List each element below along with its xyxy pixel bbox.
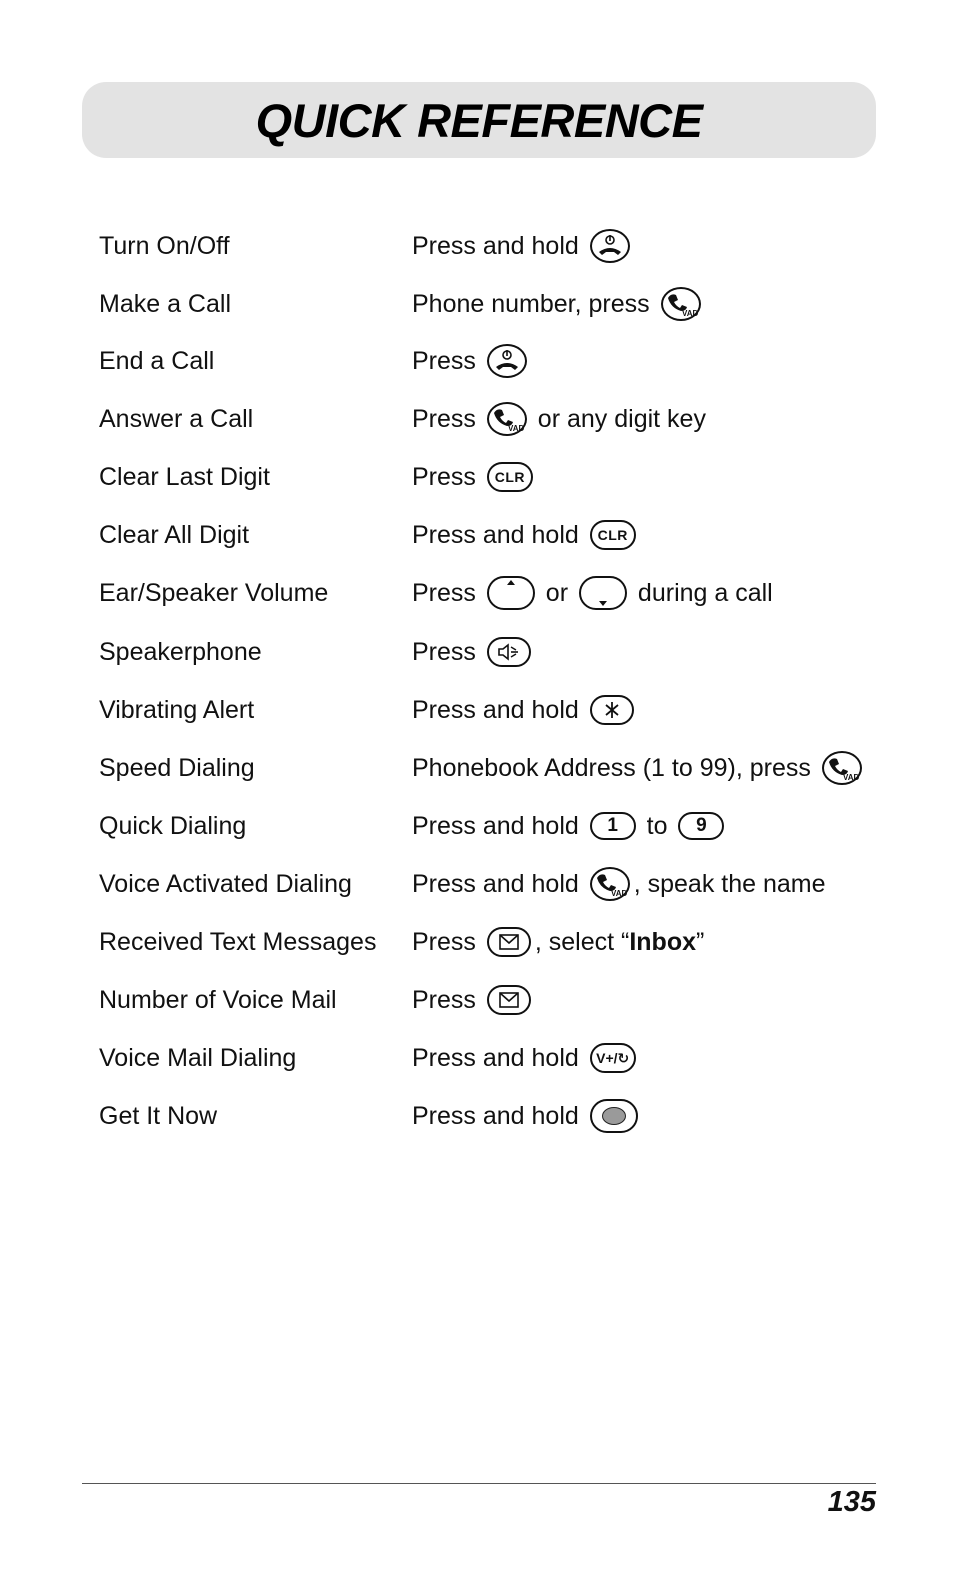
instruction-text: , speak the name	[633, 869, 826, 898]
instruction	[412, 812, 728, 841]
reference-row	[99, 748, 879, 788]
get-it-now-key-icon	[590, 1099, 638, 1133]
digit-9-key-icon: 9	[678, 812, 724, 840]
instruction-text: Press and hold	[412, 1043, 586, 1072]
function-label: Make a Call	[99, 289, 231, 318]
star-key-icon	[590, 695, 634, 725]
reference-row	[99, 515, 879, 555]
send-vad-key-icon	[590, 867, 630, 901]
instruction-text: Press	[412, 927, 483, 956]
nav-up-key-icon	[487, 576, 535, 610]
send-vad-key-icon	[487, 402, 527, 436]
reference-row	[99, 922, 879, 962]
function-label: Get It Now	[99, 1101, 218, 1130]
instruction-text: Press	[412, 637, 483, 666]
inbox-label: Inbox	[629, 927, 697, 956]
instruction-text: Phonebook Address (1 to 99), press	[412, 753, 818, 782]
message-key-icon	[487, 927, 531, 957]
instruction-text: during a call	[630, 578, 773, 607]
reference-row	[99, 980, 879, 1020]
title-bar	[82, 82, 876, 158]
reference-row	[99, 632, 879, 672]
reference-row	[99, 226, 879, 266]
function-label: Received Text Messages	[99, 927, 377, 956]
instruction-text: ”	[696, 927, 705, 956]
reference-row	[99, 341, 879, 381]
reference-row	[99, 806, 879, 846]
reference-row	[99, 1096, 879, 1136]
instruction	[412, 344, 531, 378]
instruction-text: Press and hold	[412, 811, 586, 840]
function-label: Voice Mail Dialing	[99, 1043, 297, 1072]
instruction-text: Press and hold	[412, 869, 586, 898]
instruction-text: to	[639, 811, 675, 840]
instruction-text: Press and hold	[412, 520, 586, 549]
message-key-icon	[487, 985, 531, 1015]
reference-row	[99, 457, 879, 497]
instruction-text: Press and hold	[412, 231, 586, 260]
function-label: End a Call	[99, 346, 215, 375]
instruction	[412, 402, 706, 436]
function-label: Ear/Speaker Volume	[99, 578, 329, 607]
instruction-text: Press	[412, 346, 483, 375]
instruction	[412, 637, 535, 667]
svg-text:VAD: VAD	[842, 773, 859, 782]
page-title: QUICK REFERENCE	[255, 93, 703, 147]
function-label: Clear Last Digit	[99, 462, 270, 491]
instruction	[412, 287, 705, 321]
function-label: Answer a Call	[99, 404, 254, 433]
instruction	[412, 229, 634, 263]
reference-row	[99, 1038, 879, 1078]
instruction-text: Press and hold	[412, 695, 586, 724]
instruction-text: Press and hold	[412, 1101, 586, 1130]
instruction-text: Press	[412, 578, 483, 607]
instruction-text: or	[538, 578, 575, 607]
reference-row	[99, 864, 879, 904]
send-vad-key-icon	[661, 287, 701, 321]
send-vad-key-icon	[822, 751, 862, 785]
function-label: Speed Dialing	[99, 753, 255, 782]
instruction	[412, 751, 866, 785]
clr-key-icon: CLR	[487, 462, 533, 492]
instruction	[412, 520, 640, 550]
end-power-key-icon	[487, 344, 527, 378]
function-label: Quick Dialing	[99, 811, 247, 840]
svg-text:VAD: VAD	[507, 424, 524, 433]
instruction-text: Phone number, press	[412, 289, 657, 318]
digit-1-key-icon: 1	[590, 812, 636, 840]
instruction	[412, 462, 537, 492]
svg-text:VAD: VAD	[610, 889, 627, 898]
instruction-text: , select “	[534, 927, 630, 956]
function-label: Vibrating Alert	[99, 695, 255, 724]
instruction-text: Press	[412, 404, 483, 433]
reference-row	[99, 399, 879, 439]
function-label: Clear All Digit	[99, 520, 250, 549]
page-number: 135	[827, 1486, 876, 1518]
reference-row	[99, 690, 879, 730]
function-label: Voice Activated Dialing	[99, 869, 352, 898]
instruction	[412, 695, 638, 725]
function-label: Speakerphone	[99, 637, 262, 666]
function-label: Turn On/Off	[99, 231, 230, 260]
reference-row	[99, 284, 879, 324]
footer-divider	[82, 1483, 876, 1484]
clr-key-icon: CLR	[590, 520, 636, 550]
instruction	[412, 867, 826, 901]
reference-row	[99, 573, 879, 613]
speaker-key-icon	[487, 637, 531, 667]
instruction	[412, 1099, 642, 1133]
svg-text:VAD: VAD	[681, 309, 698, 318]
instruction	[412, 985, 535, 1015]
instruction	[412, 576, 773, 610]
nav-down-key-icon	[579, 576, 627, 610]
instruction-text: Press	[412, 462, 483, 491]
instruction	[412, 927, 704, 957]
instruction	[412, 1043, 640, 1073]
end-power-key-icon	[590, 229, 630, 263]
instruction-text: or any digit key	[530, 404, 706, 433]
instruction-text: Press	[412, 985, 483, 1014]
voicemail-key-icon: V+/↻	[590, 1043, 636, 1073]
function-label: Number of Voice Mail	[99, 985, 337, 1014]
